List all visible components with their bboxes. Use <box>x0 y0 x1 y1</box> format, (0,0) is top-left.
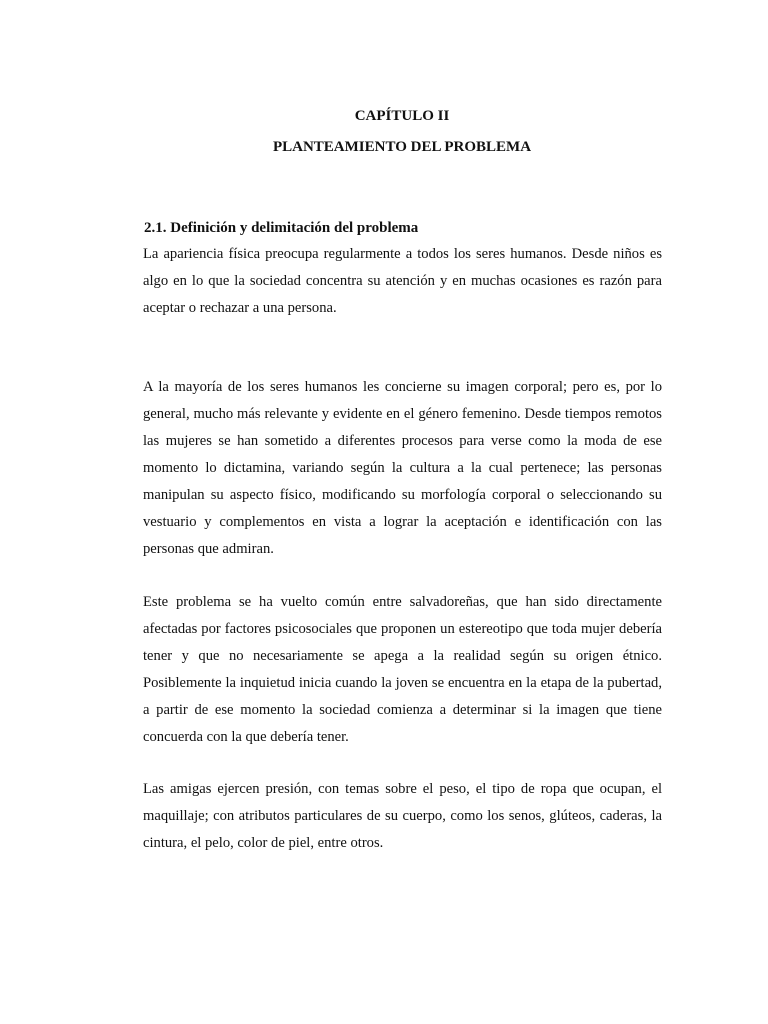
paragraph-3: Este problema se ha vuelto común entre salvadoreñas, que han sido directamente afectadas por factores psicosociales que proponen un estereotipo que toda mujer debería tener y que no necesariamente se apega a la realidad según su origen étnico. Posiblemente la inquietud inicia cuando la joven se encuentra en la etapa de la pubertad, a partir de ese momento la sociedad comienza a determinar si la imagen que tiene concuerda con la que debería tener. <box>143 594 662 745</box>
paragraph-4: Las amigas ejercen presión, con temas sobre el peso, el tipo de ropa que ocupan, el maquillaje; con atributos particulares de su cuerpo, como los senos, glúteos, caderas, la cintura, el pelo, color de piel, entre otros. <box>143 781 662 851</box>
paragraph-1: La apariencia física preocupa regularmente a todos los seres humanos. Desde niños es algo en lo que la sociedad concentra su atención y en muchas ocasiones es razón para aceptar o rechazar a una persona. <box>143 246 662 316</box>
paragraph-2: A la mayoría de los seres humanos les concierne su imagen corporal; pero es, por lo general, mucho más relevante y evidente en el género femenino. Desde tiempos remotos las mujeres se han sometido a diferentes procesos para verse como la moda de ese momento lo dictamina, variando según la cultura a la cual pertenece; las personas manipulan su aspecto físico, modificando su morfología corporal o seleccionando su vestuario y complementos en vista a lograr la aceptación e identificación con las personas que admiran. <box>143 379 662 557</box>
chapter-number: CAPÍTULO II <box>354 108 450 124</box>
section-heading: 2.1. Definición y delimitación del problema <box>144 220 419 236</box>
chapter-title: PLANTEAMIENTO DEL PROBLEMA <box>272 139 532 155</box>
